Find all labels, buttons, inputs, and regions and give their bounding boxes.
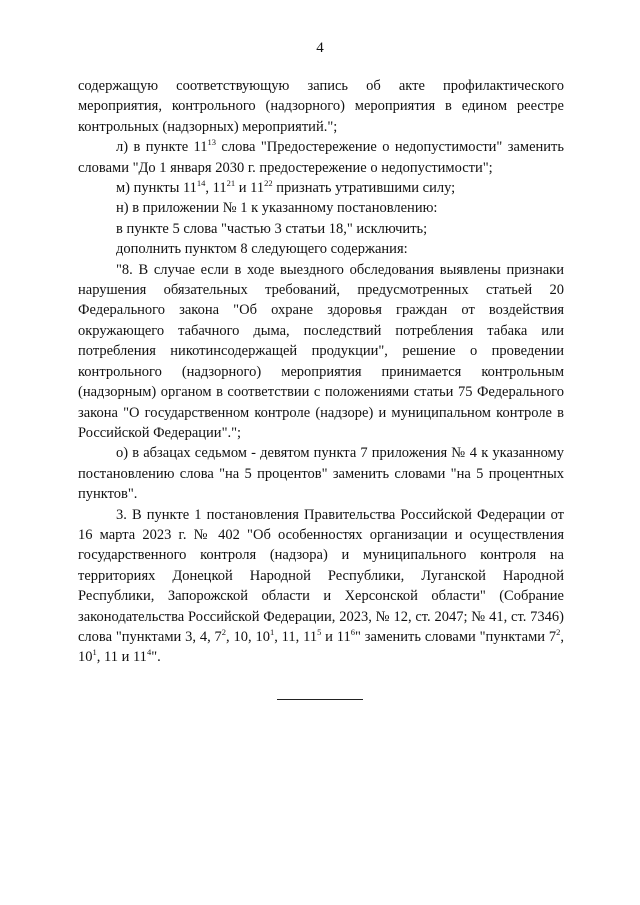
superscript: 6: [350, 627, 355, 638]
text-run: и 11: [321, 628, 351, 645]
text-run: , 11 и 11: [96, 649, 147, 666]
text-run: , 11, 11: [274, 628, 318, 645]
paragraph-item-n: н) в приложении № 1 к указанному постановлению:: [116, 200, 438, 217]
superscript: 13: [207, 137, 217, 148]
paragraph-point-8-text: "8. В случае если в ходе выездного обследования выявлены признаки нарушения обязательных требований, предусмотренных статьей 20 Федерального закона "Об охране здоровья граждан от воздействия окружающего табачного дыма, последствий потребления табака или потребления никотинсодержащей продукции", решение о проведении контрольного (надзорного) мероприятия принимается контрольным (надзорным) органом в соответствии с положениями статьи 75 Федерального закона "О государственном контроле (надзоре) и муниципальном контроле в Российской Федерации".";: [78, 261, 564, 441]
text-run: , 10, 10: [226, 628, 270, 645]
paragraph-item-l: [78, 137, 564, 178]
superscript: 5: [317, 627, 322, 638]
superscript: 2: [556, 627, 561, 638]
paragraph-registry-entry: содержащую соответствующую запись об акте профилактического мероприятия, контрольного (надзорного) мероприятия в едином реестре контрольных (надзорных) мероприятий.";: [78, 78, 564, 135]
text-run: , 11: [205, 180, 227, 197]
text-run: признать утратившими силу;: [272, 180, 456, 197]
text-run: слова "Предостережение о недопустимости" заменить словами "До 1 января 2030 г. предостережение о недопустимости";: [78, 139, 564, 176]
superscript: 14: [196, 178, 206, 189]
paragraph-item-m: [78, 178, 564, 198]
superscript: 4: [146, 647, 152, 658]
superscript: 21: [226, 178, 236, 189]
page-number: 4: [316, 40, 324, 56]
text-run: м) пункты 11: [116, 180, 197, 197]
text-run: ".: [151, 649, 161, 666]
text-run: л) в пункте 11: [116, 139, 208, 156]
text-run: " заменить словами "пунктами 7: [354, 628, 557, 645]
paragraph-point-5: в пункте 5 слова "частью 3 статьи 18," исключить;: [116, 220, 428, 237]
end-divider-line: [277, 699, 363, 700]
text-run: 3. В пункте 1 постановления Правительства Российской Федерации от 16 марта 2023 г. № 402 "Об особенностях организации и осуществления государственного контроля (надзора) и муниципального контроля на территориях Донецкой Народной Республики, Луганской Народной Республики, Запорожской области и Херсонской области" (Собрание законодательства Российской Федерации, 2023, № 12, ст. 2047; № 41, ст. 7346) слова "пунктами 3, 4, 7: [78, 506, 564, 645]
text-run: и 11: [235, 180, 265, 197]
paragraph-add-point-8: дополнить пунктом 8 следующего содержания:: [116, 241, 408, 258]
superscript: 1: [92, 647, 97, 658]
document-body: [78, 76, 564, 668]
paragraph-section-3: [78, 505, 564, 668]
superscript: 2: [221, 627, 227, 638]
superscript: 22: [264, 178, 273, 189]
superscript: 1: [269, 627, 275, 638]
text-run: , 10: [78, 628, 564, 666]
paragraph-item-o: о) в абзацах седьмом - девятом пункта 7 приложения № 4 к указанному постановлению слова "на 5 процентов" заменить словами "на 5 процентных пунктов".: [78, 445, 564, 503]
